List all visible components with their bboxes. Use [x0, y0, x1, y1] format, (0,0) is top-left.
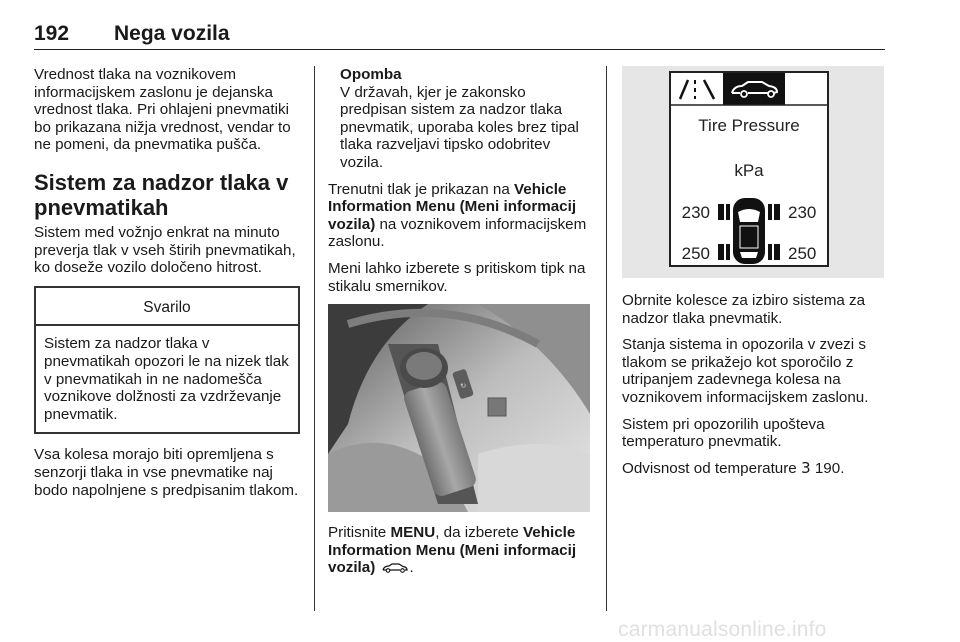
text-run: Trenutni tlak je prikazan na	[328, 180, 515, 198]
menu-button-label: MENU	[390, 524, 436, 542]
column-divider	[314, 66, 315, 611]
warning-text: Sistem za nadzor tlaka v pnevmatikah opozori le na nizek tlak v pnevmatikah in ne nadomešča voznikove dolžnosti za vzdrževanje pnevmatik.	[44, 335, 289, 423]
menu-name: Vehicle Information Menu (Meni informacij vozila)	[328, 524, 577, 577]
text-run: Odvisnost od temperature	[622, 459, 801, 477]
note-text: V državah, kjer je zakonsko predpisan sistem za nadzor tlaka pnevmatik, uporaba koles brez tipal tlaka razveljavi tipsko odobritev vozila.	[340, 83, 579, 171]
display-unit: kPa	[734, 161, 764, 180]
svg-text:↻: ↻	[459, 381, 468, 391]
car-icon	[382, 563, 408, 573]
page-reference-arrow: 3	[800, 458, 811, 477]
tire-front-left: 230	[681, 203, 710, 222]
paragraph: Sistem med vožnjo enkrat na minuto preverja tlak v vseh štirih pnevmatikah, ko doseže vozilo določeno hitrost.	[34, 223, 296, 277]
column-3	[622, 66, 888, 486]
watermark: carmanualsonline.info	[618, 618, 827, 641]
menu-name: Vehicle Information Menu (Meni informacij vozila)	[328, 180, 577, 233]
paragraph: Sistem pri opozorilih upošteva temperaturo pnevmatik.	[622, 415, 825, 451]
tire-rear-right: 250	[788, 244, 817, 263]
text-run: , da izberete	[435, 524, 523, 542]
tire-front-right: 230	[788, 203, 817, 222]
note-block	[328, 66, 594, 172]
turn-signal-stalk-photo	[328, 304, 590, 512]
page-reference: 190.	[810, 459, 845, 477]
text-run: na voznikovem informacijskem zaslonu.	[328, 215, 587, 251]
paragraph: Vsa kolesa morajo biti opremljena s senzorji tlaka in vse pnevmatike naj bodo napolnjene s predpisanim tlakom.	[34, 446, 299, 499]
section-heading: Sistem za nadzor tlaka v pnevmatikah	[34, 169, 289, 220]
text-run: Pritisnite	[328, 524, 391, 542]
paragraph: Stanja sistema in opozorila v zvezi s tlakom se prikažejo kot sporočilo z utripanjem zadevnega kolesa na voznikovem informacijskem zaslonu.	[622, 336, 869, 406]
column-1	[34, 66, 300, 508]
tire-rear-left: 250	[681, 244, 710, 263]
paragraph	[622, 460, 888, 478]
column-2	[328, 66, 594, 586]
note-title: Opomba	[340, 66, 402, 83]
chapter-title: Nega vozila	[114, 22, 230, 45]
paragraph: Meni lahko izberete s pritiskom tipk na stikalu smernikov.	[328, 259, 586, 295]
warning-title: Svarilo	[36, 288, 298, 327]
column-divider	[606, 66, 607, 611]
text-run: .	[409, 559, 414, 577]
display-title: Tire Pressure	[698, 116, 800, 135]
page-number: 192	[34, 22, 70, 45]
paragraph	[328, 181, 594, 251]
page-header	[34, 20, 885, 50]
paragraph	[328, 524, 594, 577]
paragraph: Vrednost tlaka na voznikovem informacijskem zaslonu je dejanska vrednost tlaka. Pri ohlajeni pnevmatiki bo prikazana nižja vrednost, vendar to ne pomeni, da pnevmatika pušča.	[34, 66, 291, 154]
paragraph: Obrnite kolesce za izbiro sistema za nadzor tlaka pnevmatik.	[622, 292, 866, 327]
warning-box	[34, 286, 300, 435]
tire-pressure-display-illustration	[622, 66, 884, 278]
